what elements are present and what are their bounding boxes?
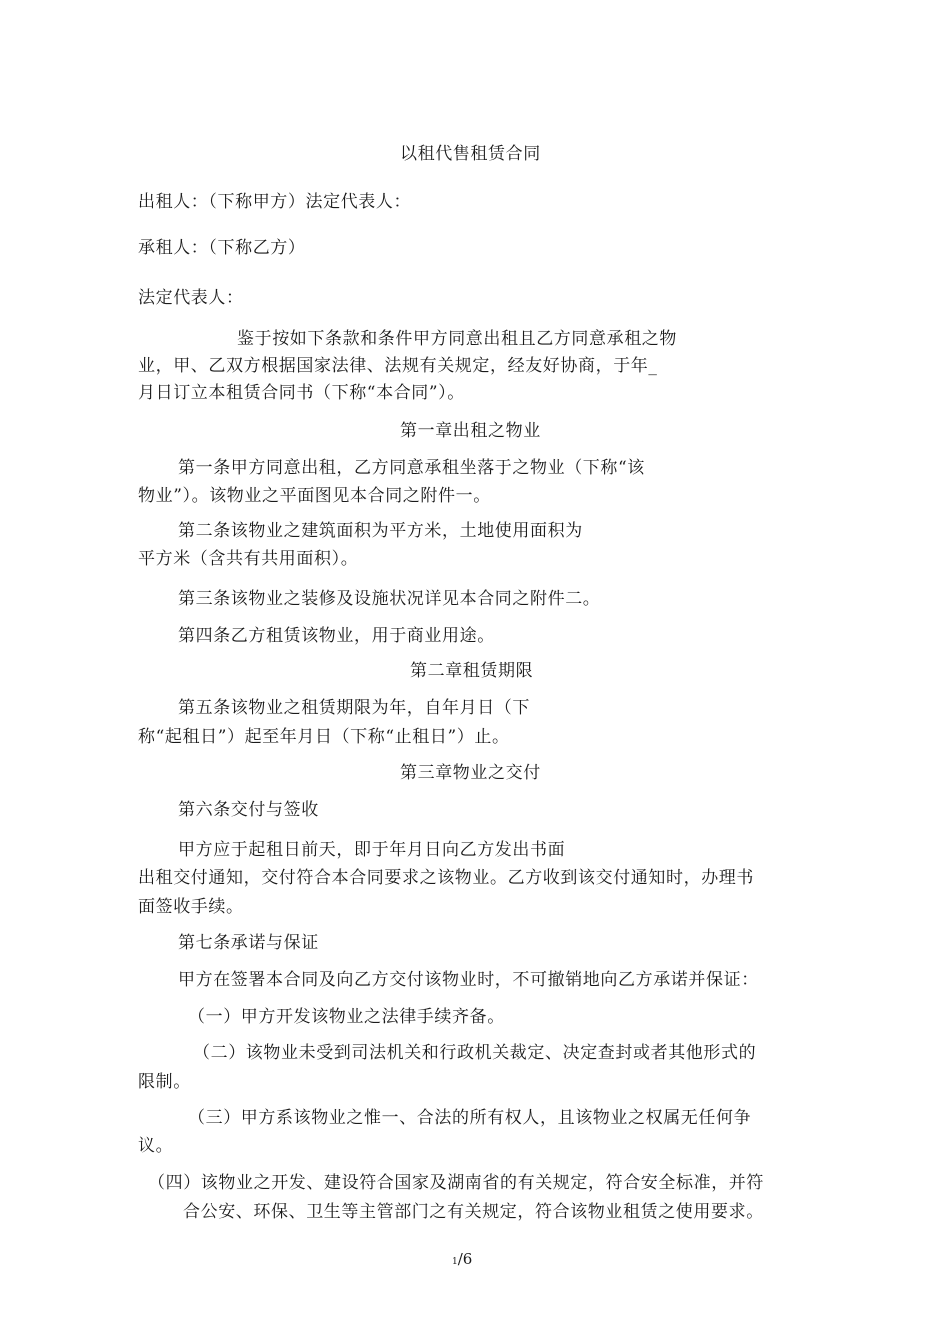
article-line: 第四条乙方租赁该物业，用于商业用途。	[178, 626, 495, 646]
article-title: 第六条交付与签收	[178, 800, 319, 820]
article-title: 第七条承诺与保证	[178, 933, 319, 953]
list-item: 议。	[138, 1136, 174, 1156]
lessee-rep-line: 法定代表人：	[138, 288, 244, 308]
article-line: 第三条该物业之装修及设施状况详见本合同之附件二。	[178, 589, 601, 609]
chapter-heading: 第二章租赁期限	[410, 661, 534, 681]
page-number	[452, 1250, 472, 1271]
preamble-line: 业，甲、乙双方根据国家法律、法规有关规定，经友好协商，于年_	[138, 356, 658, 376]
article-line: 面签收手续。	[138, 897, 244, 917]
article-line: 称“起租日”）起至年月日（下称“止租日”）止。	[138, 727, 510, 747]
article-line: 第五条该物业之租赁期限为年，自年月日（下	[178, 698, 530, 718]
preamble-line: 鉴于按如下条款和条件甲方同意出租且乙方同意承租之物	[237, 329, 677, 349]
lessee-line: 承租人：（下称乙方）	[138, 238, 306, 258]
list-item: （三）甲方系该物业之惟一、合法的所有权人，且该物业之权属无任何争	[188, 1108, 752, 1128]
lessor-line: 出租人：（下称甲方）法定代表人：	[138, 192, 412, 212]
page-total: /6	[457, 1250, 473, 1268]
article-line: 平方米（含共有共用面积）。	[138, 549, 359, 569]
document-title: 以租代售租赁合同	[400, 144, 541, 164]
article-line: 甲方应于起租日前天，即于年月日向乙方发出书面	[178, 840, 566, 860]
article-line: 甲方在签署本合同及向乙方交付该物业时，不可撤销地向乙方承诺并保证：	[178, 970, 759, 990]
article-line: 第一条甲方同意出租，乙方同意承租坐落于之物业（下称“该	[178, 458, 645, 478]
list-item: （四）该物业之开发、建设符合国家及湖南省的有关规定，符合安全标准，并符	[148, 1173, 764, 1193]
article-line: 出租交付通知，交付符合本合同要求之该物业。乙方收到该交付通知时，办理书	[138, 868, 754, 888]
list-item: 限制。	[138, 1072, 191, 1092]
chapter-heading: 第一章出租之物业	[400, 421, 541, 441]
page-current: 1	[452, 1257, 458, 1267]
list-item: （一）甲方开发该物业之法律手续齐备。	[188, 1007, 505, 1027]
preamble-line: 月日订立本租赁合同书（下称“本合同”）。	[138, 383, 465, 403]
list-item: 合公安、环保、卫生等主管部门之有关规定，符合该物业租赁之使用要求。	[183, 1202, 764, 1222]
list-item: （二）该物业未受到司法机关和行政机关裁定、决定查封或者其他形式的	[193, 1043, 757, 1063]
article-line: 物业”）。该物业之平面图见本合同之附件一。	[138, 486, 491, 506]
chapter-heading: 第三章物业之交付	[400, 763, 541, 783]
article-line: 第二条该物业之建筑面积为平方米，土地使用面积为	[178, 521, 583, 541]
